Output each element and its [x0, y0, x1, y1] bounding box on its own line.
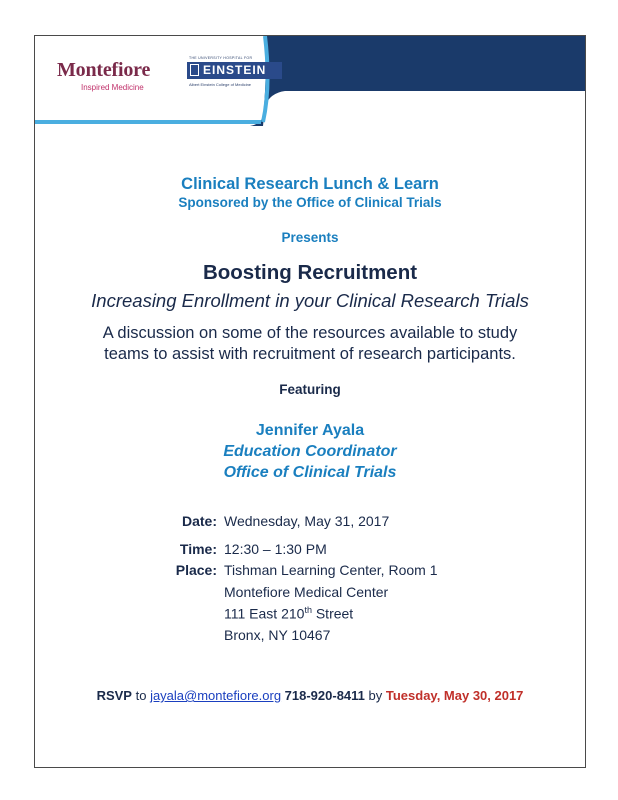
rsvp-line — [35, 688, 585, 703]
time-label: Time: — [179, 541, 217, 557]
montefiore-tagline: Inspired Medicine — [81, 83, 144, 92]
einstein-wordmark: EINSTEIN — [203, 63, 267, 77]
place-line-1: Tishman Learning Center, Room 1 — [224, 562, 438, 578]
time-value: 12:30 – 1:30 PM — [224, 541, 327, 557]
event-title: Boosting Recruitment — [202, 261, 418, 284]
presents-label: Presents — [281, 230, 339, 245]
street-ordinal: th — [304, 605, 312, 615]
sponsor-line: Sponsored by the Office of Clinical Trials — [178, 195, 442, 210]
place-line-3 — [224, 605, 353, 622]
description-line-2: teams to assist with recruitment of research participants. — [104, 345, 516, 363]
series-title: Clinical Research Lunch & Learn — [181, 175, 439, 193]
place-line-4: Bronx, NY 10467 — [224, 627, 331, 643]
presenter-office: Office of Clinical Trials — [223, 464, 397, 481]
rsvp-label: RSVP — [96, 688, 132, 703]
rsvp-deadline: Tuesday, May 30, 2017 — [385, 688, 524, 703]
date-label: Date: — [181, 513, 217, 529]
place-line-2: Montefiore Medical Center — [224, 584, 389, 600]
rsvp-to: to — [131, 688, 151, 703]
shield-icon — [190, 64, 199, 76]
einstein-subline: Albert Einstein College of Medicine — [189, 82, 252, 87]
street-number: 111 East 210 — [224, 605, 305, 622]
rsvp-by: by — [364, 688, 386, 703]
presenter-title: Education Coordinator — [223, 443, 397, 460]
street-suffix: Street — [311, 605, 354, 622]
event-subtitle: Increasing Enrollment in your Clinical Research Trials — [91, 290, 529, 311]
flyer-page — [34, 35, 586, 768]
einstein-top-line: THE UNIVERSITY HOSPITAL FOR — [189, 56, 253, 60]
einstein-logo — [187, 62, 282, 79]
rsvp-email-link[interactable]: jayala@montefiore.org — [150, 688, 282, 703]
rsvp-phone: 718-920-8411 — [281, 688, 365, 703]
montefiore-logo: Montefiore — [57, 59, 151, 81]
presenter-name: Jennifer Ayala — [255, 422, 365, 439]
header-logos — [49, 49, 279, 109]
date-value: Wednesday, May 31, 2017 — [224, 513, 390, 529]
description-line-1: A discussion on some of the resources available to study — [102, 324, 518, 342]
place-label: Place: — [175, 562, 217, 578]
featuring-label: Featuring — [279, 382, 341, 397]
